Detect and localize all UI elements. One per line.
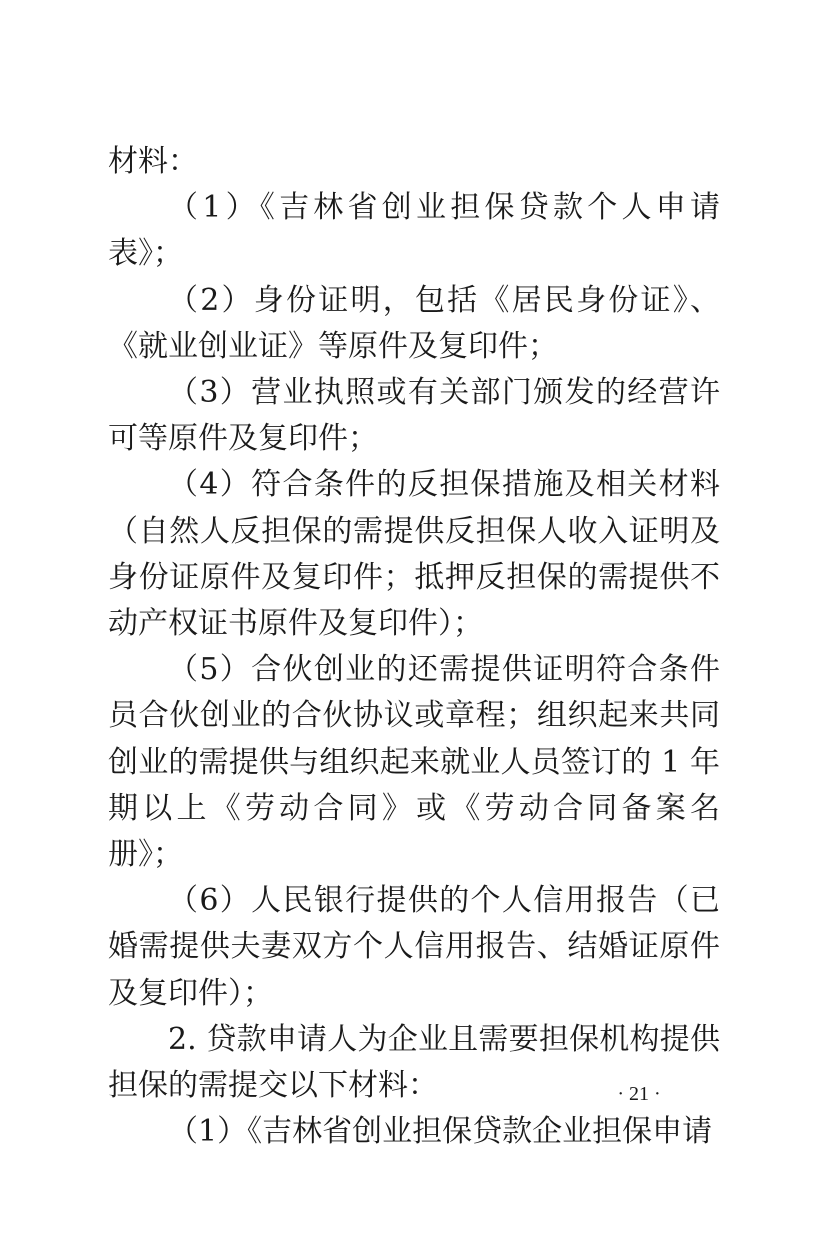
- paragraph-item-4: （4）符合条件的反担保措施及相关材料（自然人反担保的需提供反担保人收入证明及身份证原件及复印件；抵押反担保的需提供不动产权证书原件及复印件）；: [108, 467, 720, 642]
- paragraph-item-1: （1）《吉林省创业担保贷款个人申请表》；: [108, 190, 720, 272]
- paragraph-item-6: （6）人民银行提供的个人信用报告（已婚需提供夫妻双方个人信用报告、结婚证原件及复印件）；: [108, 883, 720, 1011]
- paragraph-item-3: （3）营业执照或有关部门颁发的经营许可等原件及复印件；: [108, 375, 720, 457]
- paragraph-item-2: （2）身份证明，包括《居民身份证》、《就业创业证》等原件及复印件；: [108, 282, 720, 364]
- paragraph-enterprise-item-1: （1）《吉林省创业担保贷款企业担保申请: [168, 1114, 713, 1150]
- paragraph-item-5: （5）合伙创业的还需提供证明符合条件员合伙创业的合伙协议或章程；组织起来共同创业的需提供与组织起来就业人员签订的 1 年期以上《劳动合同》或《劳动合同备案名册》；: [108, 652, 720, 873]
- paragraph-materials: 材料：: [108, 144, 198, 179]
- page-number: · 21 ·: [617, 1083, 661, 1105]
- body-text: [108, 139, 720, 1155]
- paragraph-section-2: 2. 贷款申请人为企业且需要担保机构提供担保的需提交以下材料：: [108, 1021, 720, 1104]
